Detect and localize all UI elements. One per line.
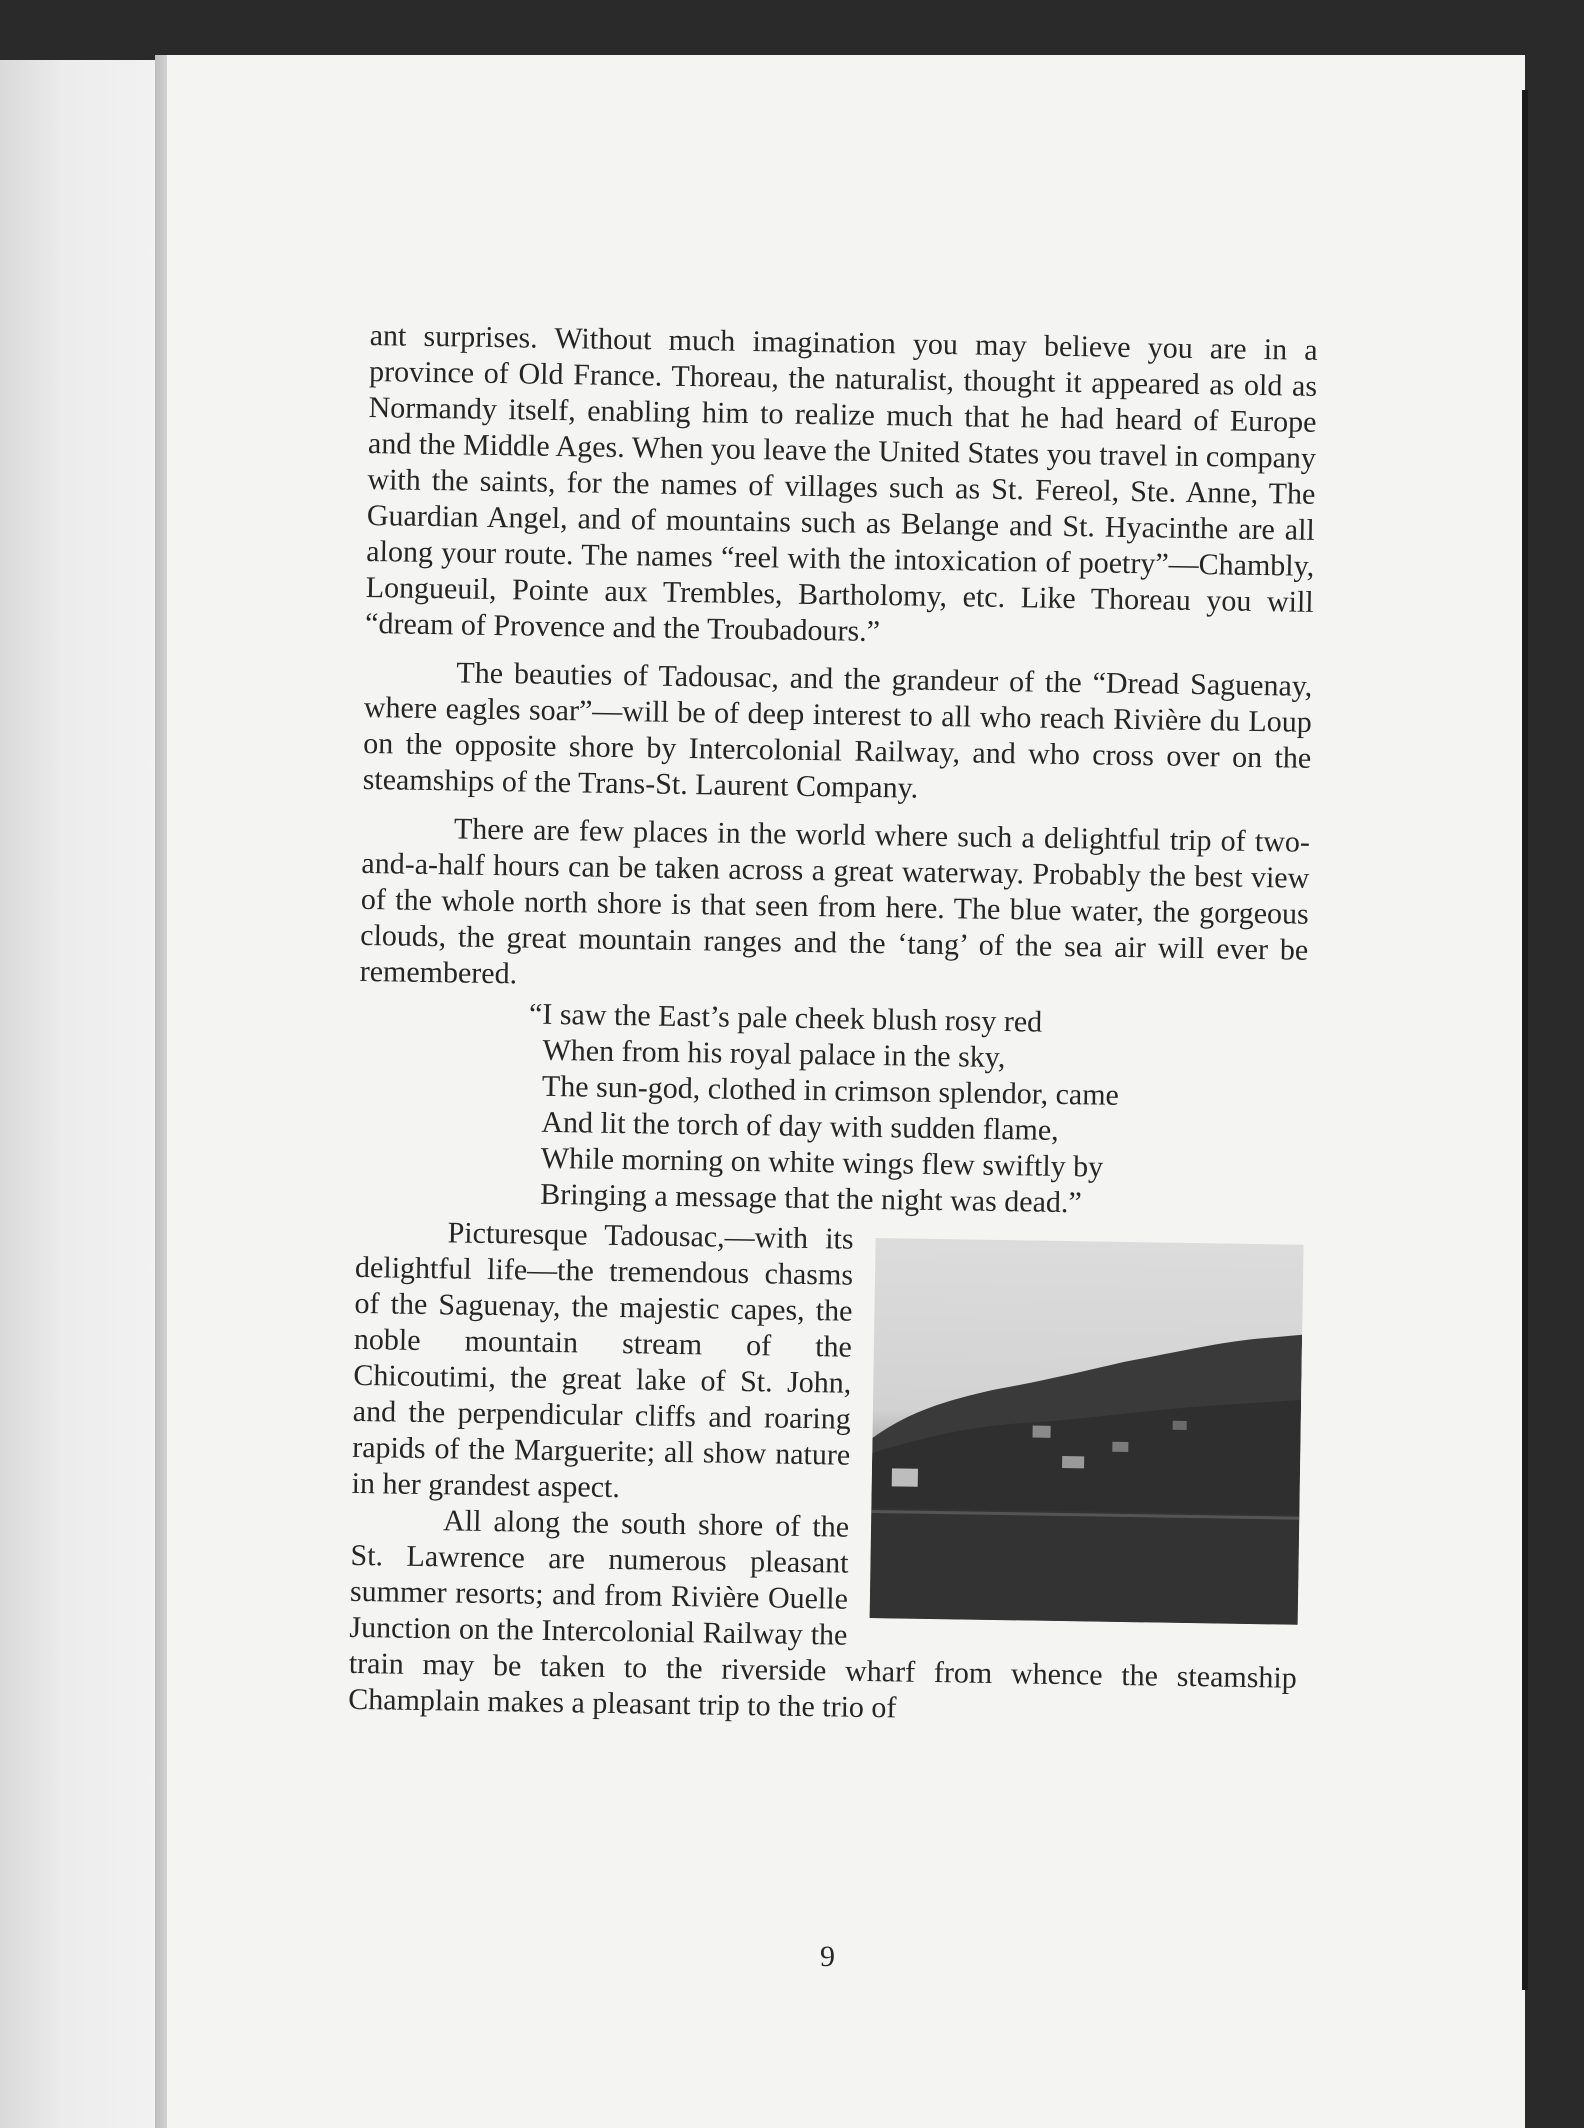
paragraph-south-shore: All along the south shore of the St. Lawrence are numerous pleasant summer resorts; and from Rivière Ouelle Junction on the Intercolonial Railway the train may be taken to the riverside wharf from whence the steamship Champlain makes a pleasant trip to the trio of — [348, 1504, 1298, 1725]
poem-line: The sun-god, clothed in crimson splendor, came — [541, 1069, 1120, 1112]
book-spine — [0, 60, 160, 2128]
poem-line: “I saw the East’s pale cheek blush rosy red — [528, 997, 1043, 1039]
paragraph-picturesque-tadousac — [351, 1214, 1303, 1517]
page-number: 9 — [820, 1940, 835, 1973]
poem-line: While morning on white wings flew swiftly by — [540, 1141, 1104, 1184]
paragraph-continuation: ant surprises. Without much imagination you may believe you are in a province of Old France. Thoreau, the naturalist, thought it appeared as old as Normandy itself, enabling him to realize much that he had heard of Europe and the Middle Ages. When you leave the United States you travel in company with the saints, for the names of villages such as St. Fereol, Ste. Anne, The Guardian Angel, and of mountains such as Belange and St. Hyacinthe are all along your route. The names “reel with the intoxication of poetry”—Chambly, Longueuil, Pointe aux Trembles, Bartholomy, etc. Like Thoreau you will “dream of Provence and the Troubadours.” — [364, 318, 1318, 649]
paragraph-tadousac-saguenay: The beauties of Tadousac, and the grandeur of the “Dread Saguenay, where eagles soar”—will be of deep interest to all who reach Rivière du Loup on the opposite shore by Intercolonial Railway, and who cross over on the steamships of the Trans-St. Laurent Company. — [362, 656, 1313, 805]
poem-quotation — [526, 997, 1307, 1225]
paragraph-waterway-trip: There are few places in the world where such a delightful trip of two-and-a-half hours can be taken across a great waterway. Probably the best view of the whole north shore is that seen from here. The blue water, the gorgeous clouds, the great mountain ranges and the ‘tang’ of the sea air will ever be remembered. — [359, 812, 1311, 991]
page-body — [348, 318, 1318, 1733]
paragraph-picturesque-text: Picturesque Tadousac,—with its delightful life—the tremendous chasms of the Saguenay, the majestic capes, the noble mountain stream of the Chicoutimi, the great lake of St. John, and the perpendicular cliffs and roaring rapids of the Marguerite; all show nature in her grandest aspect. — [351, 1216, 854, 1505]
photo-landscape — [870, 1238, 1304, 1625]
riverside-village-photo — [870, 1238, 1304, 1625]
page-edge — [1522, 90, 1528, 1990]
poem-line: Bringing a message that the night was dead.” — [539, 1177, 1082, 1220]
poem-line: When from his royal palace in the sky, — [542, 1033, 1006, 1075]
poem-line: And lit the torch of day with sudden flame, — [541, 1105, 1059, 1147]
